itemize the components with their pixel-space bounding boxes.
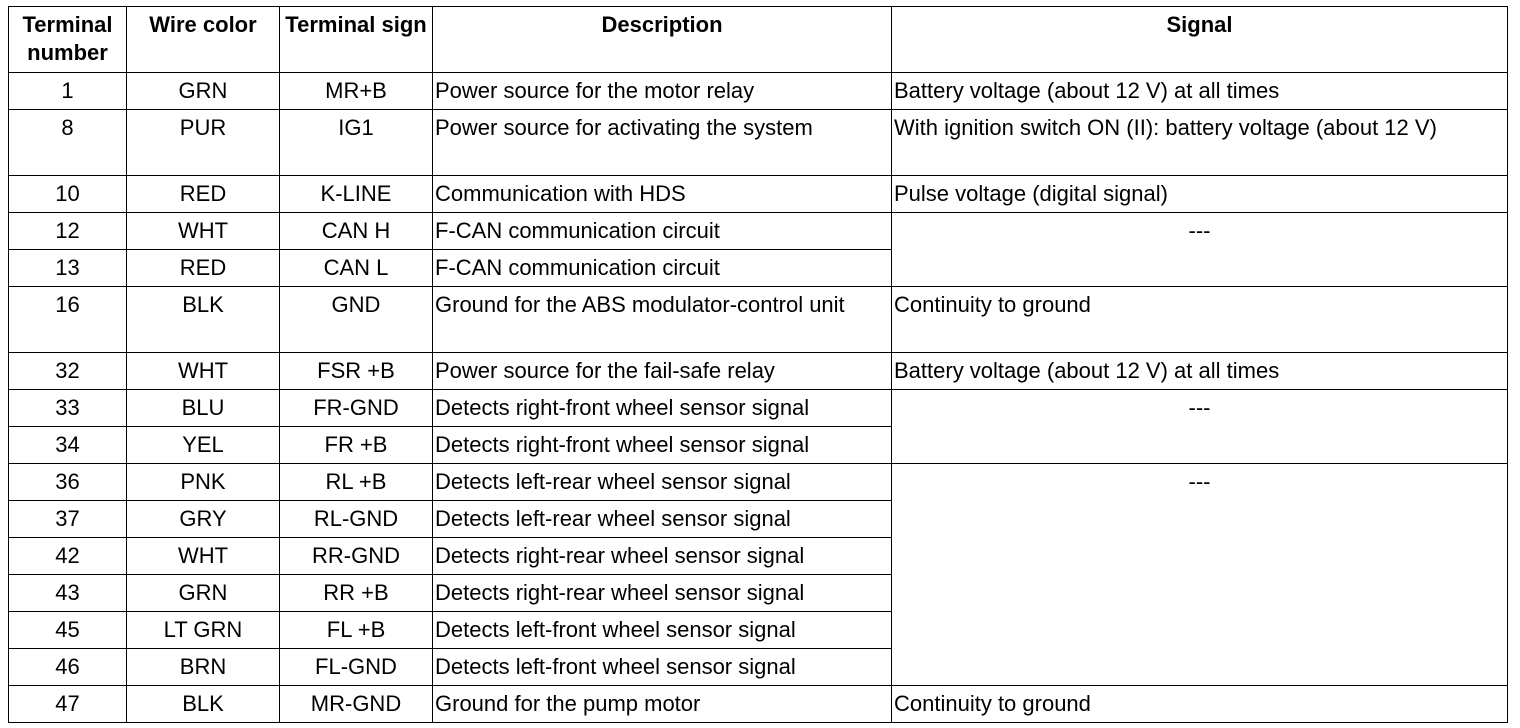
description: Detects right-rear wheel sensor signal — [433, 575, 892, 612]
terminal-number: 10 — [9, 176, 127, 213]
terminal-table — [8, 6, 1508, 723]
table-row — [9, 213, 1508, 250]
terminal-number: 43 — [9, 575, 127, 612]
wire-color: BLK — [127, 287, 280, 353]
signal: Battery voltage (about 12 V) at all times — [892, 353, 1508, 390]
header-description: Description — [433, 7, 892, 73]
terminal-number: 42 — [9, 538, 127, 575]
terminal-number: 13 — [9, 250, 127, 287]
table-row — [9, 73, 1508, 110]
terminal-sign: RL +B — [280, 464, 433, 501]
table-row — [9, 176, 1508, 213]
terminal-sign: RL-GND — [280, 501, 433, 538]
header-signal: Signal — [892, 7, 1508, 73]
header-row — [9, 7, 1508, 73]
terminal-number: 47 — [9, 686, 127, 723]
table-row — [9, 110, 1508, 176]
terminal-sign: GND — [280, 287, 433, 353]
terminal-sign: CAN H — [280, 213, 433, 250]
table-row — [9, 353, 1508, 390]
description: Detects right-rear wheel sensor signal — [433, 538, 892, 575]
signal: --- — [892, 390, 1508, 464]
terminal-sign: MR-GND — [280, 686, 433, 723]
terminal-number: 1 — [9, 73, 127, 110]
description: Power source for the fail-safe relay — [433, 353, 892, 390]
description: Detects left-rear wheel sensor signal — [433, 464, 892, 501]
terminal-sign: FL-GND — [280, 649, 433, 686]
signal: Pulse voltage (digital signal) — [892, 176, 1508, 213]
wire-color: LT GRN — [127, 612, 280, 649]
wire-color: BLK — [127, 686, 280, 723]
terminal-number: 36 — [9, 464, 127, 501]
wire-color: YEL — [127, 427, 280, 464]
wire-color: BLU — [127, 390, 280, 427]
wire-color: GRY — [127, 501, 280, 538]
description: Detects left-front wheel sensor signal — [433, 612, 892, 649]
signal: --- — [892, 464, 1508, 686]
wire-color: WHT — [127, 538, 280, 575]
wire-color: WHT — [127, 353, 280, 390]
header-terminal-number: Terminal number — [9, 7, 127, 73]
terminal-sign: FL +B — [280, 612, 433, 649]
terminal-sign: FR +B — [280, 427, 433, 464]
terminal-sign: FSR +B — [280, 353, 433, 390]
terminal-sign: RR +B — [280, 575, 433, 612]
terminal-number: 33 — [9, 390, 127, 427]
description: Communication with HDS — [433, 176, 892, 213]
terminal-number: 37 — [9, 501, 127, 538]
wire-color: BRN — [127, 649, 280, 686]
table-row — [9, 686, 1508, 723]
header-wire-color: Wire color — [127, 7, 280, 73]
description: Ground for the pump motor — [433, 686, 892, 723]
description: Detects left-front wheel sensor signal — [433, 649, 892, 686]
terminal-number: 8 — [9, 110, 127, 176]
wire-color: GRN — [127, 575, 280, 612]
table-row — [9, 390, 1508, 427]
terminal-sign: FR-GND — [280, 390, 433, 427]
terminal-number: 16 — [9, 287, 127, 353]
description: Ground for the ABS modulator-control unit — [433, 287, 892, 353]
description: Detects left-rear wheel sensor signal — [433, 501, 892, 538]
signal: Battery voltage (about 12 V) at all times — [892, 73, 1508, 110]
wire-color: RED — [127, 176, 280, 213]
description: Detects right-front wheel sensor signal — [433, 427, 892, 464]
terminal-number: 12 — [9, 213, 127, 250]
wire-color: RED — [127, 250, 280, 287]
wire-color: WHT — [127, 213, 280, 250]
terminal-number: 34 — [9, 427, 127, 464]
wire-color: PUR — [127, 110, 280, 176]
terminal-number: 32 — [9, 353, 127, 390]
terminal-sign: CAN L — [280, 250, 433, 287]
terminal-number: 46 — [9, 649, 127, 686]
terminal-sign: MR+B — [280, 73, 433, 110]
signal: Continuity to ground — [892, 686, 1508, 723]
header-terminal-sign: Terminal sign — [280, 7, 433, 73]
description: Detects right-front wheel sensor signal — [433, 390, 892, 427]
wire-color: GRN — [127, 73, 280, 110]
description: Power source for activating the system — [433, 110, 892, 176]
terminal-number: 45 — [9, 612, 127, 649]
description: Power source for the motor relay — [433, 73, 892, 110]
terminal-sign: RR-GND — [280, 538, 433, 575]
signal: --- — [892, 213, 1508, 287]
wire-color: PNK — [127, 464, 280, 501]
terminal-sign: K-LINE — [280, 176, 433, 213]
description: F-CAN communication circuit — [433, 250, 892, 287]
signal: With ignition switch ON (II): battery voltage (about 12 V) — [892, 110, 1508, 176]
table-row — [9, 287, 1508, 353]
description: F-CAN communication circuit — [433, 213, 892, 250]
table-row — [9, 464, 1508, 501]
terminal-sign: IG1 — [280, 110, 433, 176]
signal: Continuity to ground — [892, 287, 1508, 353]
